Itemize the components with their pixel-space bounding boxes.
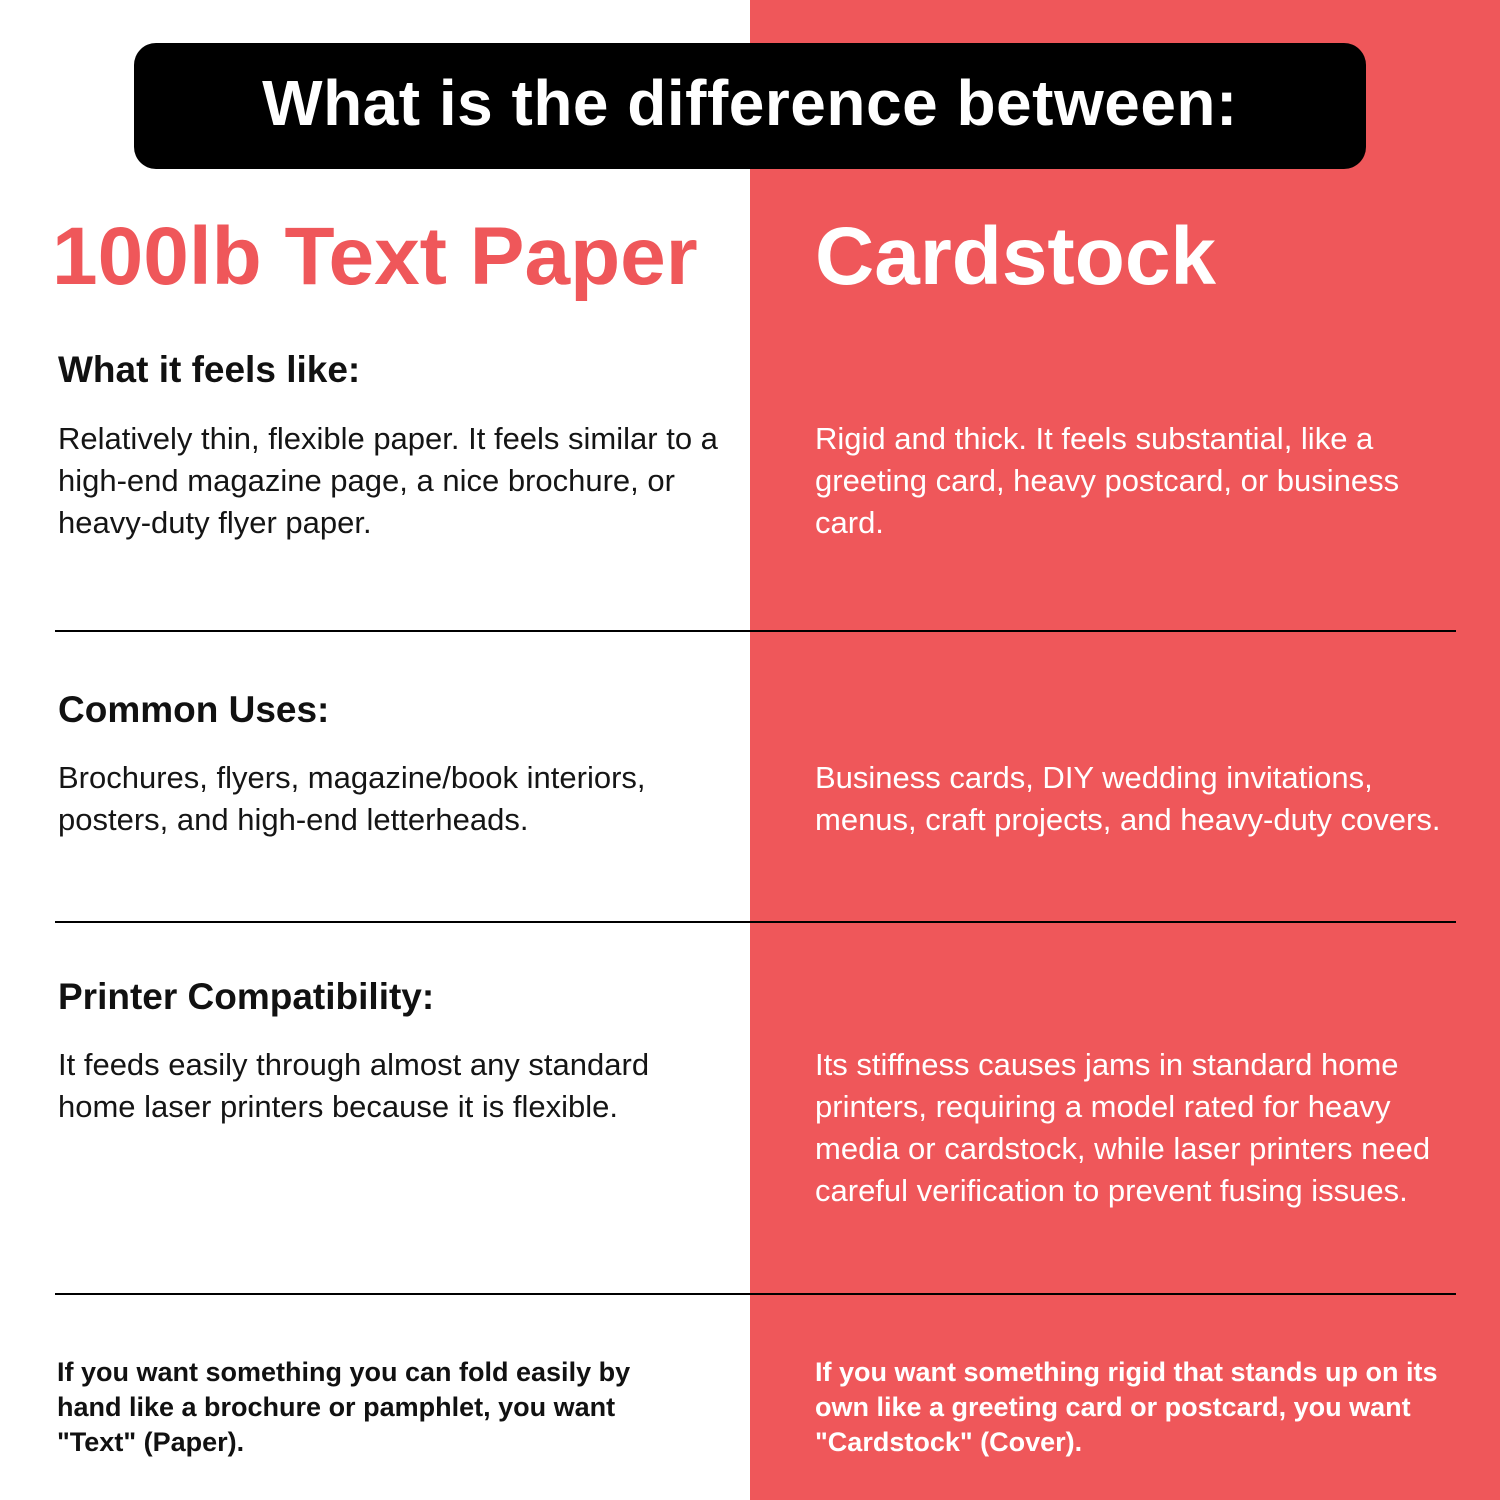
title-banner: [134, 43, 1366, 169]
section-divider: [55, 1293, 1456, 1295]
page-title: What is the difference between:: [262, 67, 1238, 139]
text-paper-feel: Relatively thin, flexible paper. It feels similar to a high-end magazine page, a nice brochure, or heavy-duty flyer paper.: [58, 421, 718, 540]
text-paper-heading: 100lb Text Paper: [52, 211, 698, 302]
cardstock-heading: Cardstock: [815, 211, 1217, 302]
text-paper-printer: It feeds easily through almost any standard home laser printers because it is flexible.: [58, 1047, 650, 1124]
section-label-feel: What it feels like:: [58, 349, 361, 390]
text-paper-summary: If you want something you can fold easily by hand like a brochure or pamphlet, you want "Text" (Paper).: [57, 1357, 631, 1457]
section-label-printer: Printer Compatibility:: [58, 976, 435, 1017]
section-divider: [55, 630, 1456, 632]
text-paper-uses: Brochures, flyers, magazine/book interiors, posters, and high-end letterheads.: [58, 760, 646, 837]
cardstock-summary: If you want something rigid that stands up on its own like a greeting card or postcard, you want "Cardstock" (Cover).: [815, 1357, 1438, 1457]
section-label-uses: Common Uses:: [58, 689, 330, 730]
cardstock-feel: Rigid and thick. It feels substantial, like a greeting card, heavy postcard, or business card.: [815, 421, 1400, 540]
cardstock-printer: Its stiffness causes jams in standard home printers, requiring a model rated for heavy media or cardstock, while laser printers need careful verification to prevent fusing issues.: [815, 1047, 1431, 1208]
section-divider: [55, 921, 1456, 923]
cardstock-uses: Business cards, DIY wedding invitations, menus, craft projects, and heavy-duty covers.: [815, 760, 1441, 837]
